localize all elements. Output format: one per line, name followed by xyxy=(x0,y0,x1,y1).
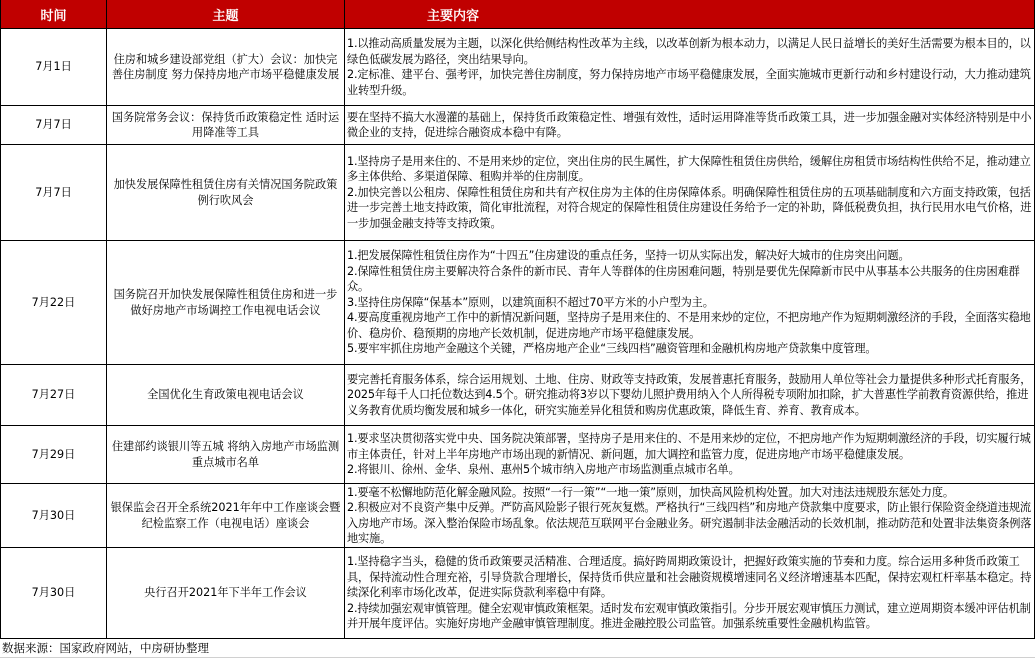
content-item: 5.要牢牢抓住房地产金融这个关键，严格房地产企业“三线四档”融资管理和金融机构房地产贷款集中度管理。 xyxy=(347,342,877,356)
content-item: 4.要高度重视房地产工作中的新情况新问题，坚持房子是用来住的、不是用来炒的定位，不把房地产作为短期刺激经济的手段，全面落实稳地价、稳房价、稳预期的房地产长效机制，促进房地产市场平稳健康发展。 xyxy=(347,311,1031,340)
table-row xyxy=(1,145,1035,241)
row-date: 7月7日 xyxy=(1,106,107,145)
content-item: 3.坚持住房保障“保基本”原则，以建筑面积不超过70平方米的小户型为主。 xyxy=(347,295,714,309)
row-date: 7月7日 xyxy=(1,145,107,241)
row-content xyxy=(345,426,1035,484)
row-content xyxy=(345,106,1035,145)
content-item: 2.定标准、建平台、强考评，加快完善住房制度，努力保持房地产市场平稳健康发展，全面实施城市更新行动和乡村建设行动，大力推动建筑业转型升级。 xyxy=(347,68,1031,97)
table-row xyxy=(1,548,1035,639)
row-content xyxy=(345,365,1035,426)
row-content xyxy=(345,548,1035,639)
content-item: 2.加快完善以公租房、保障性租赁住房和共有产权住房为主体的住房保障体系。明确保障性租赁住房的五项基础制度和六方面支持政策，包括进一步完善土地支持政策，简化审批流程，对符合规定的保障性租赁住房建设任务给予一定的补助，降低税费负担，执行民用水电气价格，进一步加强金融支持等支持政策。 xyxy=(347,185,1032,230)
row-topic: 银保监会召开全系统2021年年中工作座谈会暨纪检监察工作（电视电话）座谈会 xyxy=(107,484,345,548)
row-topic: 住房和城乡建设部党组（扩大）会议：加快完善住房制度 努力保持房地产市场平稳健康发展 xyxy=(107,29,345,106)
row-date: 7月30日 xyxy=(1,548,107,639)
content-item: 2.将银川、徐州、金华、泉州、惠州5个城市纳入房地产市场监测重点城市名单。 xyxy=(347,463,740,477)
row-content xyxy=(345,484,1035,548)
content-item: 1.以推动高质量发展为主题，以深化供给侧结构性改革为主线，以改革创新为根本动力，以满足人民日益增长的美好生活需要为根本目的，以绿色低碳发展为路径，突出结果导向。 xyxy=(347,37,1031,66)
content-item: 2.保障性租赁住房主要解决符合条件的新市民、青年人等群体的住房困难问题，特别是要优先保障新市民中从事基本公共服务的住房困难群众。 xyxy=(347,264,1020,294)
row-date: 7月22日 xyxy=(1,241,107,365)
row-date: 7月29日 xyxy=(1,426,107,484)
content-item: 要完善托育服务体系，综合运用规划、土地、住房、财政等支持政策，发展普惠托育服务，鼓励用人单位等社会力量提供多种形式托育服务，2025年每千人口托位数达到4.5个。研究推动将3岁以下婴幼儿照护费用纳入个人所得税专项附加扣除，扩大普惠性学前教育资源供给，推进义务教育优质均衡发展和城乡一体化，研究实施差异化租赁和购房优惠政策，降低生育、养育、教育成本。 xyxy=(347,372,1032,417)
row-topic: 加快发展保障性租赁住房有关情况国务院政策例行吹风会 xyxy=(107,145,345,241)
row-topic: 住建部约谈银川等五城 将纳入房地产市场监测重点城市名单 xyxy=(107,426,345,484)
row-topic: 央行召开2021年下半年工作会议 xyxy=(107,548,345,639)
table-row xyxy=(1,426,1035,484)
row-date: 7月27日 xyxy=(1,365,107,426)
table-row xyxy=(1,365,1035,426)
table-row xyxy=(1,106,1035,145)
row-date: 7月1日 xyxy=(1,29,107,106)
row-content xyxy=(345,241,1035,365)
row-topic: 国务院常务会议：保持货币政策稳定性 适时运用降准等工具 xyxy=(107,106,345,145)
content-item: 2.持续加强宏观审慎管理。健全宏观审慎政策框架。适时发布宏观审慎政策指引。分步开展宏观审慎压力测试，建立逆周期资本缓冲评估机制并开展年度评估。实施好房地产金融审慎管理制度。推进金融控股公司监管。加强系统重要性金融机构监管。 xyxy=(347,601,1031,631)
header-date: 时间 xyxy=(1,0,107,29)
row-topic: 全国优化生育政策电视电话会议 xyxy=(107,365,345,426)
table-row xyxy=(1,241,1035,365)
content-item: 要在坚持不搞大水漫灌的基础上，保持货币政策稳定性、增强有效性，适时运用降准等货币政策工具，进一步加强金融对实体经济特别是中小微企业的支持，促进综合融资成本稳中有降。 xyxy=(347,110,1032,139)
row-date: 7月30日 xyxy=(1,484,107,548)
content-item: 1.把发展保障性租赁住房作为“十四五”住房建设的重点任务，坚持一切从实际出发，解决好大城市的住房突出问题。 xyxy=(347,249,910,263)
row-content xyxy=(345,145,1035,241)
content-item: 1.要毫不松懈地防范化解金融风险。按照“一行一策”“一地一策”原则，加快高风险机构处置。加大对违法违规股东惩处力度。 xyxy=(347,485,954,499)
row-topic: 国务院召开加快发展保障性租赁住房和进一步做好房地产市场调控工作电视电话会议 xyxy=(107,241,345,365)
header-topic: 主题 xyxy=(107,0,345,29)
table-row xyxy=(1,484,1035,548)
data-source-note: 数据来源：国家政府网站，中房研协整理 xyxy=(2,641,209,655)
table-header-row xyxy=(1,0,1035,29)
header-content: 主要内容 xyxy=(345,0,1035,29)
content-item: 1.要求坚决贯彻落实党中央、国务院决策部署，坚持房子是用来住的、不是用来炒的定位，不把房地产作为短期刺激经济的手段，切实履行城市主体责任，针对上半年房地产市场出现的新情况、新问题，加大调控和监管力度，促进房地产市场平稳健康发展。 xyxy=(347,432,1031,461)
row-content xyxy=(345,29,1035,106)
table-row xyxy=(1,29,1035,106)
content-item: 2.积极应对不良资产集中反弹。严防高风险影子银行死灰复燃。严格执行“三线四档”和房地产贷款集中度要求，防止银行保险资金绕道违规流入房地产市场。深入整治保险市场乱象。依法规范互联网平台金融业务。研究遏制非法金融活动的长效机制，推动防范和处置非法集资条例落地实施。 xyxy=(347,501,1032,545)
content-item: 1.坚持稳字当头，稳健的货币政策要灵活精准、合理适度。搞好跨周期政策设计，把握好政策实施的节奏和力度。综合运用多种货币政策工具，保持流动性合理充裕，引导贷款合理增长，保持货币供应量和社会融资规模增速同名义经济增速基本匹配，保持宏观杠杆率基本稳定。持续深化利率市场化改革，促进实际贷款利率稳中有降。 xyxy=(347,555,1032,600)
content-item: 1.坚持房子是用来住的、不是用来炒的定位，突出住房的民生属性，扩大保障性租赁住房供给，缓解住房租赁市场结构性供给不足，推动建立多主体供给、多渠道保障、租购并举的住房制度。 xyxy=(347,154,1031,184)
